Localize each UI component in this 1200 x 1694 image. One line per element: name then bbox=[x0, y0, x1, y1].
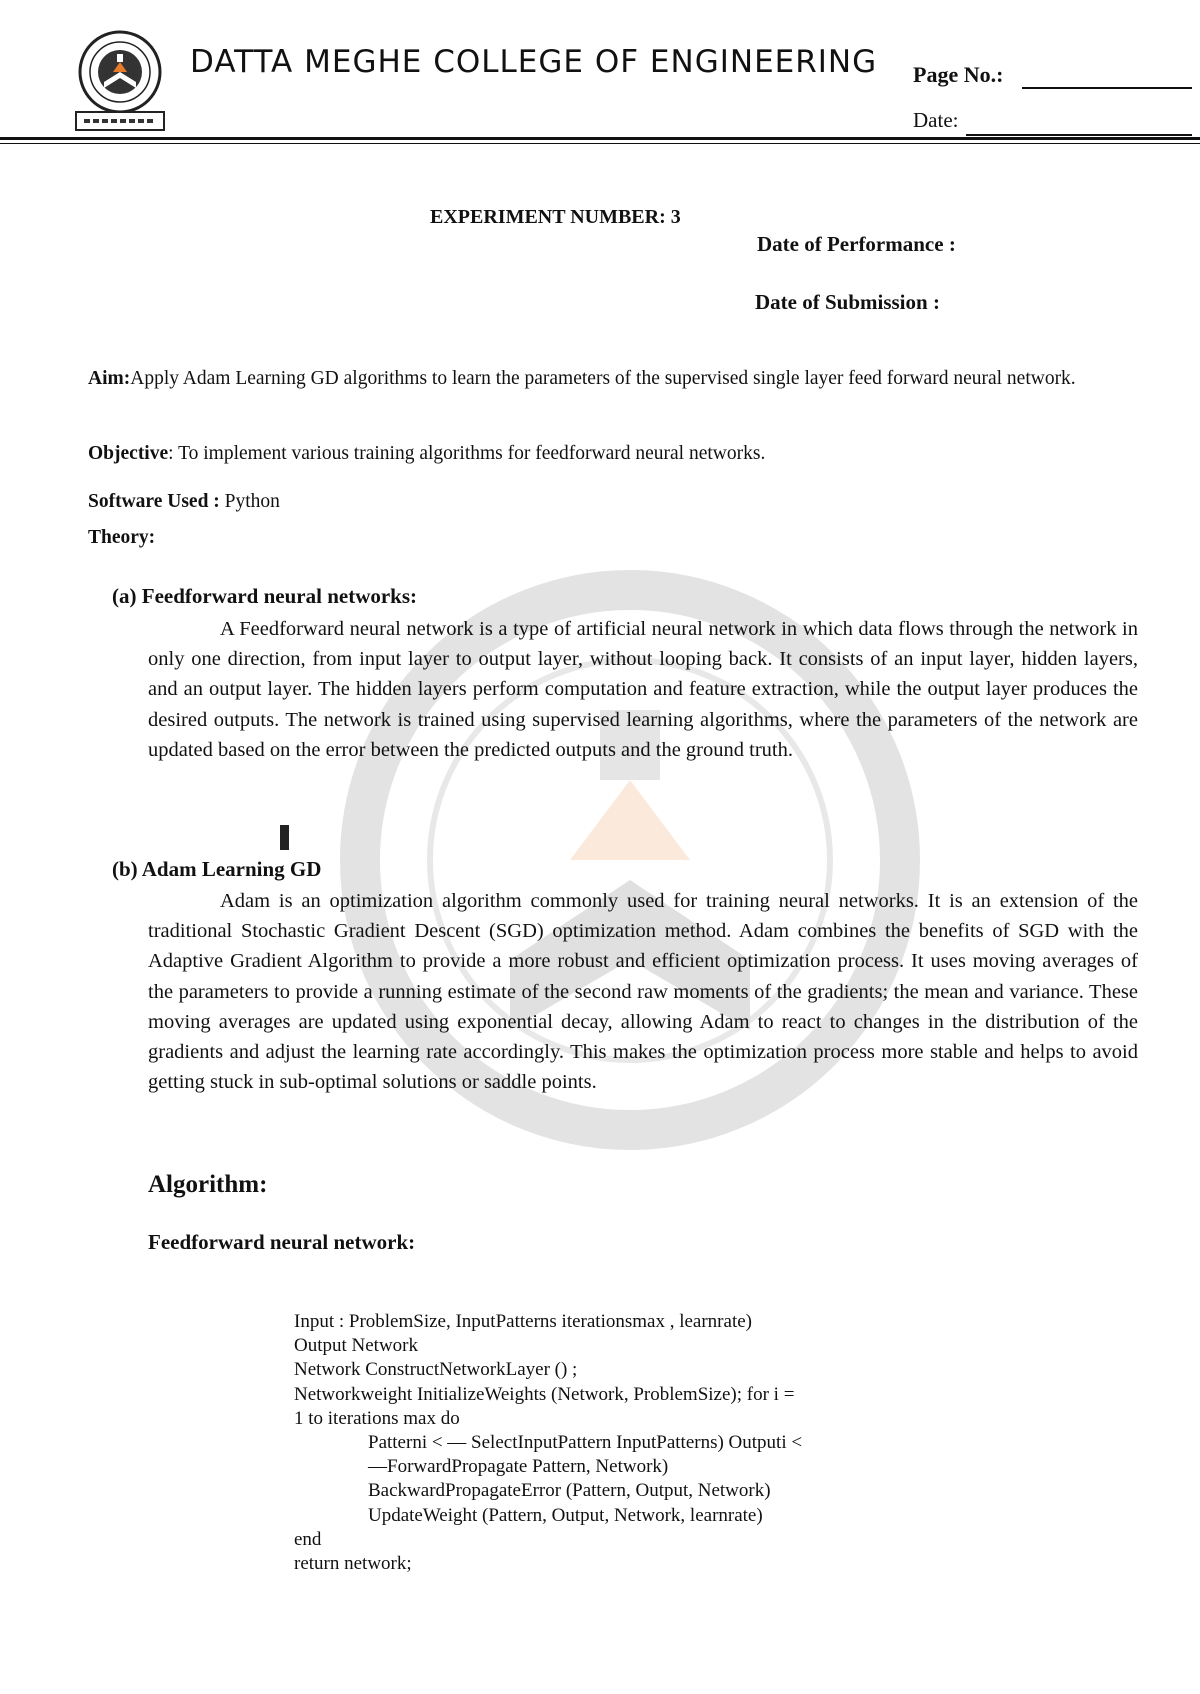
aim-paragraph bbox=[88, 366, 1138, 391]
algorithm-heading: Algorithm: bbox=[148, 1171, 268, 1198]
algorithm-subheading: Feedforward neural network: bbox=[148, 1230, 416, 1254]
code-line: —ForwardPropagate Pattern, Network) bbox=[368, 1456, 669, 1478]
text-cursor bbox=[280, 825, 289, 850]
experiment-title: EXPERIMENT NUMBER: 3 bbox=[430, 206, 681, 228]
college-name: DATTA MEGHE COLLEGE OF ENGINEERING bbox=[190, 44, 878, 80]
code-line: end bbox=[294, 1528, 322, 1550]
objective-label: Objective bbox=[88, 443, 169, 464]
software-label: Software Used : bbox=[88, 491, 220, 512]
date-of-performance: Date of Performance : bbox=[757, 232, 956, 256]
header-rule-thin bbox=[0, 143, 1200, 144]
code-line: Network ConstructNetworkLayer () ; bbox=[294, 1359, 578, 1381]
software-text: Python bbox=[219, 491, 280, 512]
objective-text: : To implement various training algorithms for feedforward neural networks. bbox=[168, 443, 766, 464]
date-label: Date: bbox=[913, 108, 959, 132]
code-line: Networkweight InitializeWeights (Network, ProblemSize); for i = bbox=[294, 1383, 795, 1405]
code-line: BackwardPropagateError (Pattern, Output, Network) bbox=[368, 1480, 771, 1502]
date-blank bbox=[966, 134, 1192, 136]
code-line: Output Network bbox=[294, 1335, 419, 1357]
code-line: 1 to iterations max do bbox=[294, 1407, 460, 1429]
section-a-text: A Feedforward neural network is a type of artificial neural network in which data flows through the network in only one direction, from input layer to output layer, without looping back. It consists of an input layer, hidden layers, and an output layer. The hidden layers perform computation and feature extraction, while the output layer produces the desired outputs. The network is trained using supervised learning algorithms, where the parameters of the network are updated based on the error between the predicted outputs and the ground truth. bbox=[148, 618, 1138, 761]
section-b-heading: (b) Adam Learning GD bbox=[112, 857, 322, 881]
algorithm-pseudocode bbox=[294, 1310, 894, 1576]
college-logo bbox=[70, 28, 170, 134]
page-number-blank bbox=[1022, 87, 1192, 89]
objective-paragraph bbox=[88, 441, 1138, 466]
software-paragraph bbox=[88, 489, 1138, 514]
code-line: Input : ProblemSize, InputPatterns iterationsmax , learnrate) bbox=[294, 1311, 752, 1332]
header-rule-thick bbox=[0, 137, 1200, 140]
aim-text: Apply Adam Learning GD algorithms to learn the parameters of the supervised single layer feed forward neural network. bbox=[130, 368, 1076, 389]
code-line: return network; bbox=[294, 1553, 412, 1575]
aim-label: Aim: bbox=[88, 368, 131, 389]
theory-label: Theory: bbox=[88, 527, 156, 548]
code-line: UpdateWeight (Pattern, Output, Network, learnrate) bbox=[368, 1504, 763, 1526]
code-line: Patterni < — SelectInputPattern InputPatterns) Outputi < bbox=[368, 1432, 803, 1454]
date-of-submission: Date of Submission : bbox=[755, 290, 940, 314]
page-number-label: Page No.: bbox=[913, 62, 1004, 87]
section-a-heading: (a) Feedforward neural networks: bbox=[112, 584, 418, 608]
section-b-text: Adam is an optimization algorithm commonly used for training neural networks. It is an extension of the traditional Stochastic Gradient Descent (SGD) optimization method. Adam combines the benefits of SGD with the Adaptive Gradient Algorithm to provide a more robust and efficient optimization process. It uses moving averages of the parameters to provide a running estimate of the second raw moments of the gradients; the mean and variance. These moving averages are updated using exponential decay, allowing Adam to react to changes in the distribution of the gradients and adjust the learning rate accordingly. This makes the optimization process more stable and helps to avoid getting stuck in sub-optimal solutions or saddle points. bbox=[148, 890, 1138, 1094]
